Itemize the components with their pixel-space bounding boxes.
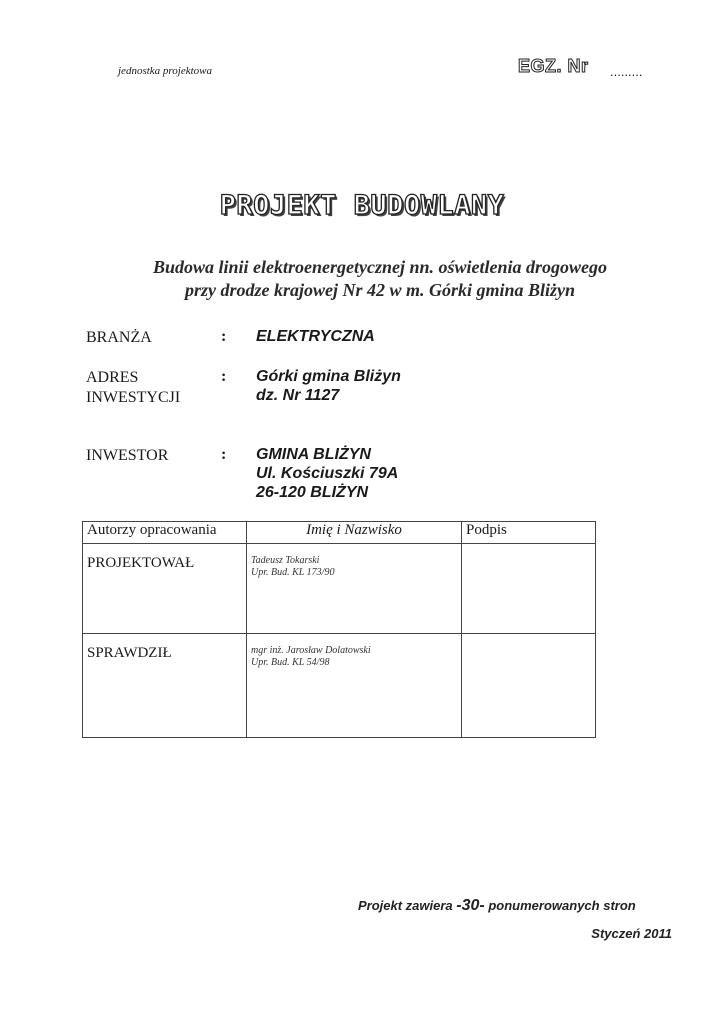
address-colon: : — [221, 368, 227, 385]
address-value — [256, 367, 401, 405]
document-date: Styczeń 2011 — [591, 926, 672, 941]
address-label-line-2: INWESTYCJI — [86, 389, 181, 406]
address-value-line-2: dz. Nr 1127 — [256, 387, 340, 404]
branza-colon: : — [221, 328, 227, 345]
project-description-line-2: przy drodze krajowej Nr 42 w m. Górki gmina Bliżyn — [184, 280, 576, 300]
page-count-note — [358, 897, 636, 915]
header-signature: Podpis — [462, 522, 596, 544]
branza-label: BRANŻA — [86, 329, 152, 346]
authors-table-header — [83, 522, 596, 544]
project-description-line-1: Budowa linii elektroenergetycznej nn. oświetlenia drogowego — [152, 257, 608, 277]
branza-value: ELEKTRYCZNA — [256, 328, 375, 345]
header-name: Imię i Nazwisko — [247, 522, 462, 544]
person-cell — [247, 544, 462, 634]
table-row — [83, 544, 596, 634]
authors-table — [82, 521, 596, 738]
investor-city: 26-120 BLIŻYN — [256, 484, 369, 501]
design-unit-label: jednostka projektowa — [118, 65, 212, 77]
page-count-suffix: ponumerowanych stron — [488, 898, 636, 913]
address-label-line-1: ADRES — [86, 369, 139, 386]
person-license: Upr. Bud. KL 173/90 — [251, 567, 335, 578]
investor-value — [256, 445, 398, 502]
address-label — [86, 368, 180, 408]
person-name: mgr inż. Jarosław Dolatowski — [251, 645, 371, 656]
copy-number-label: EGZ. Nr — [518, 56, 589, 76]
signature-cell — [462, 544, 596, 634]
address-value-line-1: Górki gmina Bliżyn — [256, 368, 401, 385]
copy-number-value: ......... — [610, 64, 643, 79]
signature-cell — [462, 634, 596, 738]
project-description — [100, 256, 660, 302]
role-cell: SPRAWDZIŁ — [83, 634, 247, 738]
page-count-prefix: Projekt zawiera — [358, 898, 453, 913]
person-name: Tadeusz Tokarski — [251, 555, 320, 566]
table-row — [83, 634, 596, 738]
investor-colon: : — [221, 446, 227, 463]
page-count-number: -30- — [456, 897, 485, 914]
person-license: Upr. Bud. KL 54/98 — [251, 657, 330, 668]
role-cell: PROJEKTOWAŁ — [83, 544, 247, 634]
investor-label: INWESTOR — [86, 447, 169, 464]
investor-name: GMINA BLIŻYN — [256, 446, 371, 463]
header-authors: Autorzy opracowania — [83, 522, 247, 544]
person-cell — [247, 634, 462, 738]
investor-street: Ul. Kościuszki 79A — [256, 465, 399, 482]
document-title: PROJEKT BUDOWLANY — [219, 190, 505, 221]
